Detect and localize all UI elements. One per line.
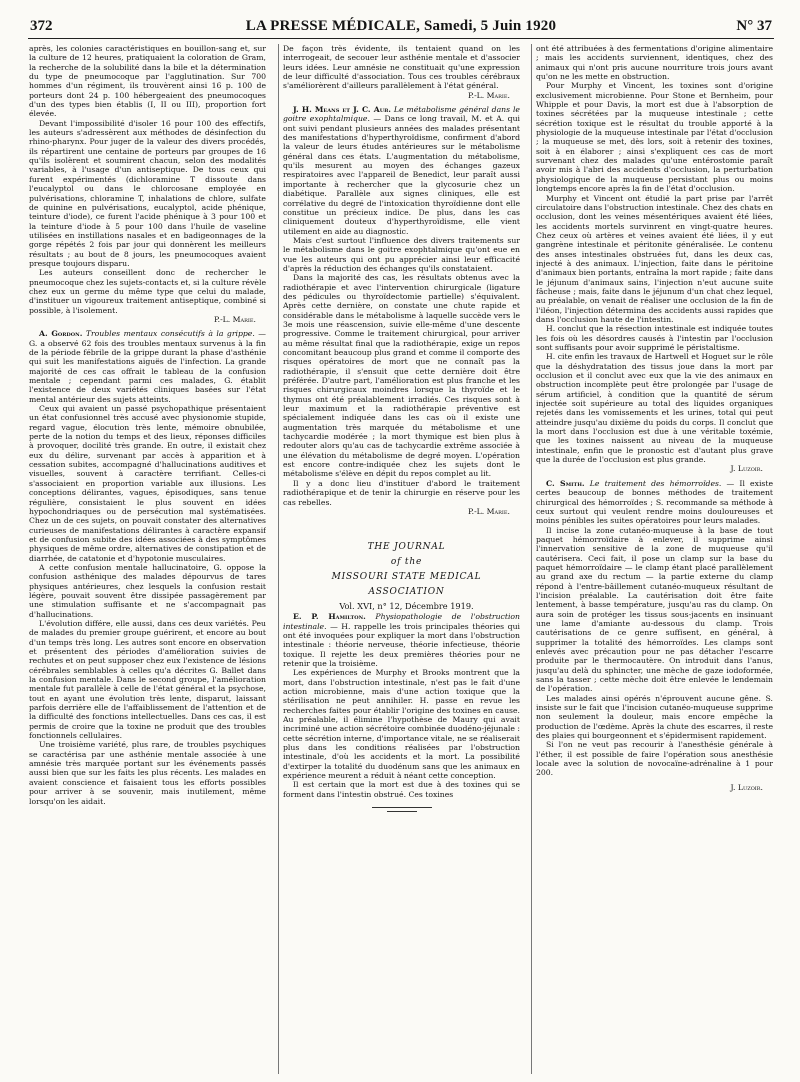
paragraph: Si l'on ne veut pas recourir à l'anesthésie générale à l'éther, il est possible de faire l'opération sous anesthésie locale avec la solution de novocaïne-adrénaline à 1 pour 200. [536, 740, 773, 778]
review-title: Le métabolisme général dans le goitre exophtalmique. [283, 105, 520, 124]
review-text: — G. a observé 62 fois des troubles mentaux survenus à la fin de la période fébrile de la grippe durant la phase d'asthénie qui suit les manifestations aiguës de l'infection. La grande majorité de ces cas offrait le tableau de la confusion mentale ; cependant parmi ces malades, G. établit l'existence de deux variétés cliniques basées sur l'état mental antérieur des sujets atteints. [29, 329, 266, 404]
review-author: A. Gordon. [39, 329, 83, 339]
column-divider [278, 44, 279, 1074]
running-title [30, 18, 772, 35]
paragraph: Murphy et Vincent ont étudié la part prise par l'arrêt circulatoire dans l'obstruction intestinale. Chez des chats en occlusion, dont les veines mésentériques avaient été liées, les accidents mortels survinrent en vingt-quatre heures. Chez ceux où artères et veines avaient été liées, il y eut gangrène intestinale et péritonite généralisée. Le contenu des anses intestinales obstruées fut, dans les deux cas, injecté à des animaux. L'injection, faite dans le péritoine d'animaux bien portants, entraîna la mort rapide ; faite dans le jéjunum d'animaux sains, l'injection n'eut aucune suite fâcheuse ; mais, faite dans le jéjunum d'un chat chez lequel, au préalable, on venait de réaliser une occlusion de la fin de l'iléon, l'injection détermina des accidents aussi rapides que dans l'occlusion haute de l'intestin. [536, 193, 773, 324]
paragraph: Il est certain que la mort est due à des toxines qui se forment dans l'intestin obstrué. Ces toxines [283, 780, 520, 799]
journal-heading-line: of the [390, 557, 423, 568]
paragraph: L'évolution différe, elle aussi, dans ces deux variétés. Peu de malades du premier groupe guérirent, et encore au bout d'un temps très long. Les autres sont encore en observation et présentent des périodes d'amélioration suivies de rechutes et on peut supposer chez eux l'existence de lésions cérébrales semblables à celles qu'a décrites G. Ballet dans la confusion mentale. Dans le second groupe, l'amélioration mentale fut parallèle à celle de l'état général et la psychose, tout en ayant une évolution très lente, disparut, laissant parfois derrière elle de l'affaiblissement de l'attention et de la difficulté des fonctions intellectuelles. Dans ces cas, il est permis de croire que la toxine ne produit que des troubles fonctionnels cellulaires. [29, 618, 266, 741]
journal-heading-line: THE JOURNAL [367, 542, 446, 553]
signature: J. Luzoir. [730, 464, 763, 474]
page-header [30, 18, 772, 40]
paragraph: H. conclut que la résection intestinale est indiquée toutes les fois où les désordres causés à l'intestin par l'occlusion sont suffisants pour avoir supprimé le péristaltisme. [536, 324, 773, 352]
page-number: 372 [30, 18, 53, 34]
signature: P.-L. Marie. [214, 314, 256, 324]
review-means-aub [283, 105, 520, 236]
paragraph: Devant l'impossibilité d'isoler 16 pour 100 des effectifs, les auteurs s'adressèrent aux méthodes de désinfection du rhino-pharynx. Pour juger de la valeur des divers procédés, ils répartirent une centaine de porteurs par groupes de 16 qu'ils isolèrent et soumirent chacun, selon des modalités variables, à l'usage d'un antiseptique. De tous ceux qui furent expérimentés (dichloramine T dissoute dans l'eucalyptol ou dans le chlorcosane employée en pulvérisations, chloramine T, inhalations de chlore, sulfate de quinine en pulvérisations, eucalyptol, acide phénique, teinture d'iode), ce furent l'acide phénique à 3 pour 100 et la teinture d'iode à 5 pour 100 dans l'huile de vaseline utilisées en instillations nasales et en badigeonnages de la gorge répétés 2 fois par jour qui donnèrent les meilleurs résultats ; au bout de 8 jours, les pneumocoques avaient presque toujours disparu. [29, 118, 266, 268]
paragraph: Mais c'est surtout l'influence des divers traitements sur le métabolisme dans le goitre exophtalmique qu'ont eue en vue les auteurs qui ont pu apprécier ainsi leur efficacité d'après la réduction des échanges qu'ils constataient. [283, 235, 520, 273]
issue-number: N° 37 [736, 18, 772, 34]
header-rule [28, 38, 774, 39]
paragraph: A cette confusion mentale hallucinatoire, G. oppose la confusion asthénique des malades dépourvus de tares physiques antérieures, chez lesquels la confusion restait légère, pouvait souvent être dissipée passagèrement par une stimulation suffisante et ne s'accompagnait pas d'hallucinations. [29, 562, 266, 619]
paragraph: Les malades ainsi opérés n'éprouvent aucune gêne. S. insiste sur le fait que l'incision cutanéo-muqueuse supprime non seulement la douleur, mais encore empêche la production de l'œdème. Après la chute des escarres, il reste des plaies qui bourgeonnent et s'épidermisent rapidement. [536, 693, 773, 741]
column-3 [536, 44, 773, 1074]
paragraph: Les expériences de Murphy et Brooks montrent que la mort, dans l'obstruction intestinale, n'est pas le fait d'une action microbienne, mais d'une action toxique que la stérilisation ne peut annihiler. H. passe en revue les recherches faites pour établir l'origine des toxines en cause. Au préalable, il élimine l'hypothèse de Maury qui avait incriminé une action sécrétoire combinée duodéno-jéjunale : cette sécrétion interne, d'importance vitale, ne se réaliserait plus dans les conditions réalisées par l'obstruction intestinale, d'où les accidents et la mort. La possibilité d'extirper la totalité du duodénum sans que les animaux en expérience meurent a réduit à néant cette conception. [283, 668, 520, 781]
section-end-rule [372, 807, 432, 808]
journal-name: LA PRESSE MÉDICALE, [245, 18, 421, 34]
review-text: — Dans ce long travail, M. et A. qui ont suivi pendant plusieurs années des malades présentant des manifestations d'hyperthyroïdisme, confirment d'abord la valeur de leurs études antérieures sur le métabolisme général dans ces états. L'augmentation du métabolisme, qu'ils mesurent au moyen des échanges gazeux respiratoires avec l'appareil de Benedict, leur paraît aussi importante à rechercher que la glycosurie chez un diabétique. Parallèle aux signes cliniques, elle est corrélative du degré de l'intoxication thyroïdienne dont elle constitue un précieux indice. De plus, dans les cas cliniquement douteux d'hyperthyroïdisme, elle vient utilement en aide au diagnostic. [283, 114, 520, 236]
column-divider [531, 44, 532, 1074]
journal-heading-line: ASSOCIATION [368, 587, 445, 598]
signature: P.-L. Marie. [468, 90, 510, 100]
review-author: J. H. Means et J. C. Aub. [293, 105, 391, 115]
journal-volume: Vol. XVI, n° 12, Décembre 1919. [339, 601, 474, 612]
paragraph: Les auteurs conseillent donc de rechercher le pneumocoque chez les sujets-contacts et, si la culture révèle chez eux un germe du même type que celui du malade, d'instituer un vigoureux traitement antiseptique, combiné si possible, à l'isolement. [29, 268, 266, 315]
review-smith [536, 479, 773, 526]
paragraph: ont été attribuées à des fermentations d'origine alimentaire ; mais les accidents surviennent, identiques, chez des animaux qui n'ont pris aucune nourriture trois jours avant qu'on ne les mette en obstruction. [536, 44, 773, 82]
review-author: C. Smith. [546, 478, 585, 488]
paragraph: H. cite enfin les travaux de Hartwell et Hoguet sur le rôle que la déshydratation des tissus joue dans la mort par occlusion et il conclut avec eux que la vie des animaux en obstruction incomplète peut être prolongée par l'usage de sérum artificiel, à condition que la quantité de sérum injectée soit supérieure au total des liquides organiques rejetés dans les vomissements et les urines, total qui peut atteindre jusqu'au dixième du poids du corps. Il conclut que la mort dans l'occlusion est due à une véritable toxémie, que les toxines naissent au niveau de la muqueuse intestinale, enfin que le pronostic est d'autant plus grave que la durée de l'occlusion est plus grande. [536, 352, 773, 465]
column-1 [29, 44, 266, 1074]
review-title: Le traitement des hémorroïdes. [589, 478, 722, 488]
paragraph: Il y a donc lieu d'instituer d'abord le traitement radiothérapique et de tenir la chirurgie en réserve pour les cas rebelles. [283, 478, 520, 507]
paragraph: Pour Murphy et Vincent, les toxines sont d'origine exclusivement microbienne. Pour Stone et Bernheim, pour Whipple et pour Davis, la mort est due à l'absorption de toxines sécrétées par la muqueuse intestinale ; cette sécrétion toxique est le résultat du trouble apporté à la physiologie de la muqueuse intestinale par l'état d'occlusion ; la muqueuse se met, dès lors, soit à retenir des toxines, soit à en élaborer ; ainsi s'expliquent ces cas de mort survenant chez des malades qu'une entérostomie paraît avoir mis à l'abri des accidents d'occlusion, la perturbation physiologique de la muqueuse persistant plus ou moins longtemps encore après la fin de l'état d'occlusion. [536, 81, 773, 194]
paragraph: Une troisième variété, plus rare, de troubles psychiques se caractérisa par une asthénie mentale associée à une amnésie très marquée portant sur les événements passés aussi bien que sur les faits les plus récents. Les malades en avaient conscience et faisaient tous les efforts possibles pour arriver à se souvenir, mais inutilement, même lorsqu'on les aidait. [29, 740, 266, 806]
paragraph: après, les colonies caractéristiques en bouillon-sang et, sur la culture de 12 heures, pratiquaient la coloration de Gram, la recherche de la solubilité dans la bile et la détermination du type de pneumocoque par l'agglutination. Sur 700 hommes d'un régiment, ils trouvèrent ainsi 16 p. 100 de porteurs dont 24 p. 100 hébergeaient des pneumocoques d'un des types bien établis (I, II ou III), proportion fort élevée. [29, 44, 266, 119]
paragraph: Ceux qui avaient un passé psychopathique présentaient un état confusionnel très accusé avec physionomie stupide, regard vague, élocution très lente, mémoire obnubilée, perte de la notion du temps et des lieux, réponses difficiles à provoquer, docilité très grande. En outre, il existait chez eux du délire, survenant par accès à apparition et à cessation subites, accompagné d'hallucinations auditives et visuelles, souvent à caractère terrifiant. Celles-ci s'associaient en proportion variable aux illusions. Les conceptions délirantes, vagues, épisodiques, sans tenue régulière, consistaient le plus souvent en idées hypochondriaques ou de persécution mal systématisées. Chez un de ces sujets, on pouvait constater des alternatives curieuses de manifestations délirantes à caractère expansif et de confusion subite des idées associées à des symptômes physiques de même ordre, alternatives de constipation et de diarrhée, de catatonie et d'hypotonie musculaires. [29, 404, 266, 563]
review-author: E. P. Hamilton. [293, 612, 366, 622]
review-hamilton [283, 612, 520, 668]
column-2 [283, 44, 520, 1074]
review-text: — Il existe certes beaucoup de bonnes méthodes de traitement chirurgical des hémorroïdes ; S. recommande sa méthode à ceux surtout qui veulent rendre moins douloureuses et moins pénibles les suites opératoires pour leurs malades. [536, 478, 773, 526]
review-text: — H. rappelle les trois principales théories qui ont été invoquées pour expliquer la mort dans l'obstruction intestinale : théorie nerveuse, théorie infectieuse, théorie toxique. Il rejette les deux premières théories pour ne retenir que la troisième. [283, 621, 520, 668]
review-title: Physiopathologie de l'obstruction intestinale. [283, 612, 520, 631]
review-gordon [29, 329, 266, 404]
paragraph: Dans la majorité des cas, les résultats obtenus avec la radiothérapie et avec l'intervention chirurgicale (ligature des pédicules ou thyroïdectomie partielle) s'équivalent. Après cette dernière, on constate une chute rapide et considérable dans le métabolisme à laquelle succède vers le 3e mois une réascension, suivie elle-même d'une descente progressive. Comme le traitement chirurgical, pour arriver au même résultat final que la radiothérapie, exige un repos concomitant beaucoup plus grand et comme il comporte des risques opératoires de mort que ne connaît pas la radiothérapie, il s'ensuit que cette dernière doit être préférée. D'autre part, l'amélioration est plus franche et les risques chirurgicaux moindres lorsque la thyroïde et le thymus ont été préalablement irradiés. Ces risques sont à leur maximum et la radiothérapie préventive est spécialement indiquée dans les cas où il existe une augmentation très marquée du métabolisme et une tachycardie modérée ; la mort thymique est bien plus à redouter alors qu'au cas de tachycardie extrême associée à une élévation du métabolisme de degré moyen. L'opération est encore contre-indiquée chez les sujets dont le métabolisme s'élève en dépit du repos complet au lit. [283, 273, 520, 479]
signature: P.-L. Marie. [468, 506, 510, 516]
paragraph: Il incise la zone cutanéo-muqueuse à la base de tout paquet hémorroïdaire à enlever, il supprime ainsi l'innervation sensitive de la zone de muqueuse qu'il cautérisera. Ceci fait, il pose un clamp sur la base du paquet hémorroïdaire — le clamp étant placé parallèlement au grand axe du rectum — la partie externe du clamp répond à l'entre-bâillement cutanéo-muqueux résultant de l'incision préalable. La cautérisation doit être faite lentement, à basse température, jusqu'au ras du clamp. On aura soin de protéger les tissus sous-jacents en insinuant une lame d'amiante au-dessous du clamp. Trois cautérisations de ce genre suffisent, en général, à supprimer la totalité des hémorroïdes. Les clamps sont enlevés avec précaution pour ne pas détacher l'escarre produite par le thermocautère. On introduit dans l'anus, jusqu'au delà du sphincter, une mèche de gaze iodoformée, sans la tasser ; cette mèche doit être enlevée le lendemain de l'opération. [536, 525, 773, 694]
journal-heading-line: MISSOURI STATE MEDICAL [331, 572, 482, 583]
signature: J. Luzoir. [730, 782, 763, 792]
issue-date: Samedi, 5 Juin 1920 [424, 18, 557, 34]
section-end-rule [387, 811, 417, 812]
paragraph: De façon très évidente, ils tentaient quand on les interrogeait, de secouer leur asthénie mentale et d'associer leurs idées. Leur amnésie ne constituait qu'une expression de leur difficulté d'association. Tous ces troubles cérébraux s'améliorèrent d'ailleurs parallèlement à l'état général. [283, 44, 520, 91]
review-title: Troubles mentaux consécutifs à la grippe. [85, 329, 255, 339]
